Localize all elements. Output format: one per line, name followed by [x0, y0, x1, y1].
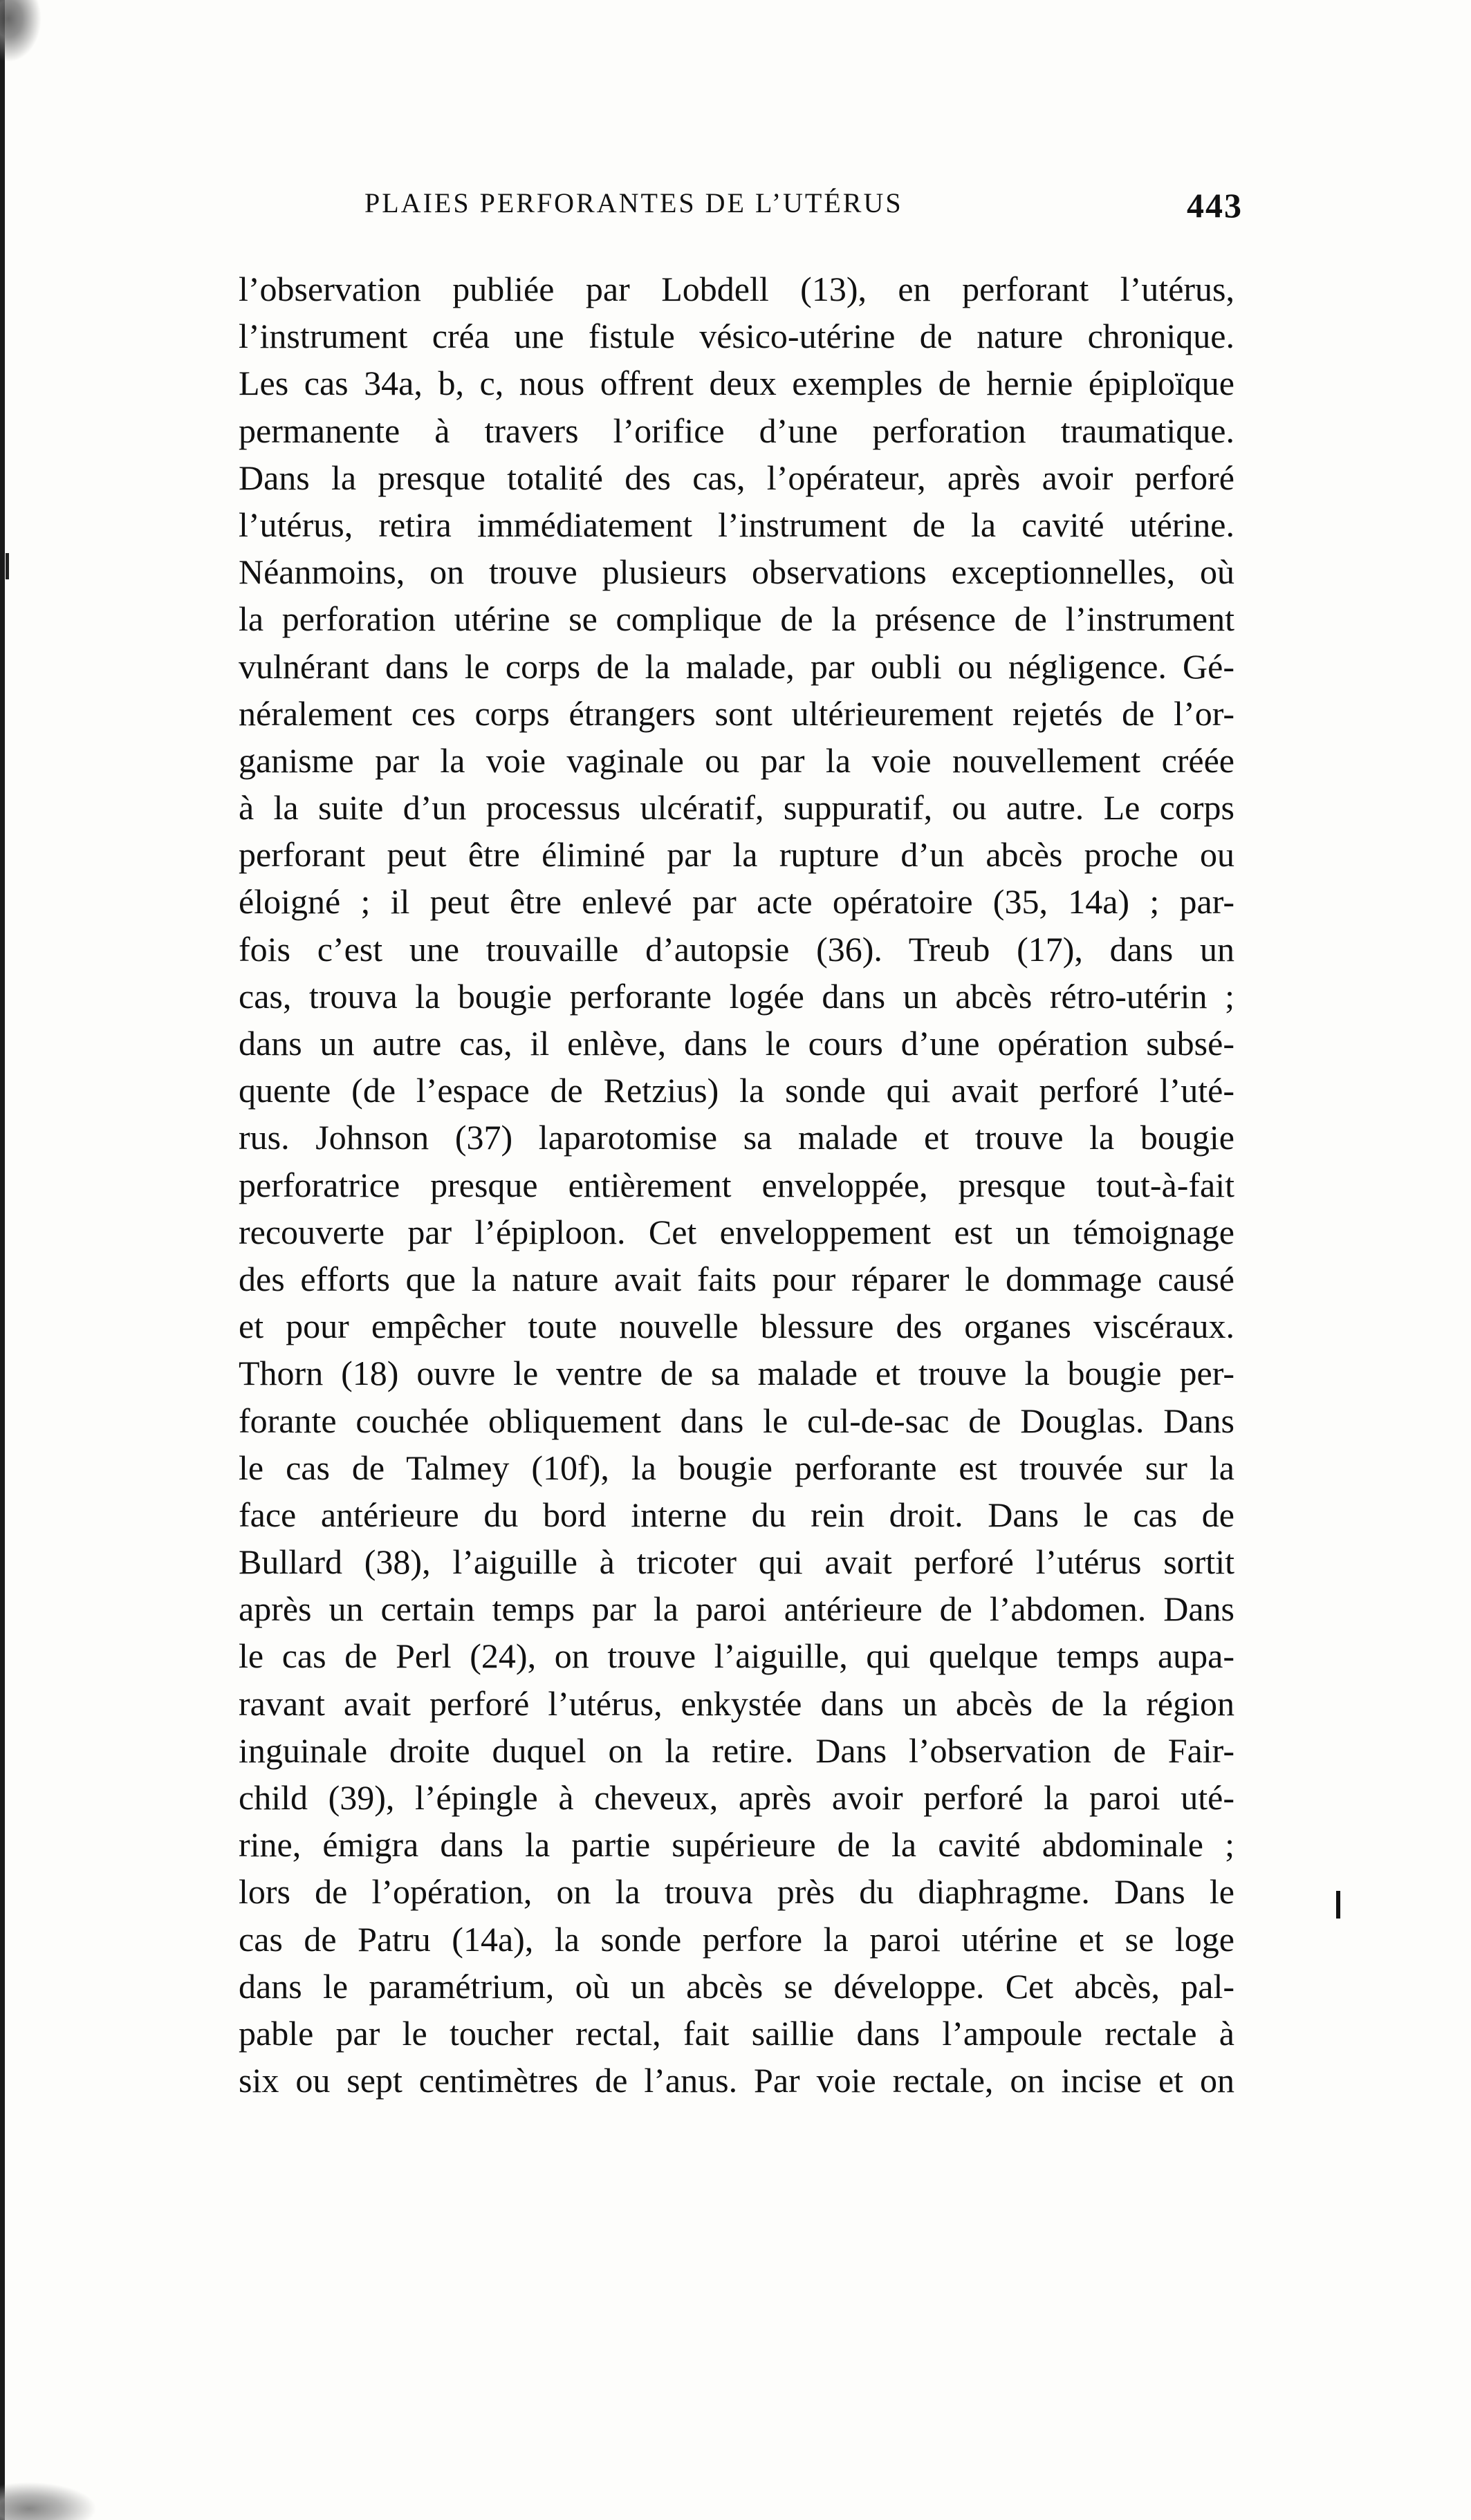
text-line: et pour empêcher toute nouvelle blessure des organes viscéraux.	[239, 1307, 1234, 1346]
text-line: forante couchée obliquement dans le cul-de-sac de Douglas. Dans	[239, 1401, 1234, 1440]
text-line: Bullard (38), l’aiguille à tricoter qui avait perforé l’utérus sortit	[239, 1542, 1234, 1582]
text-line: pable par le toucher rectal, fait saillie dans l’ampoule rectale à	[239, 2013, 1234, 2053]
text-line: six ou sept centimètres de l’anus. Par voie rectale, on incise et on	[239, 2061, 1234, 2100]
scan-artifact-top-left	[0, 0, 41, 62]
text-line: cas, trouva la bougie perforante logée dans un abcès rétro-utérin ;	[239, 976, 1234, 1016]
text-line: l’instrument créa une fistule vésico-utérine de nature chronique.	[239, 317, 1234, 356]
text-line: inguinale droite duquel on la retire. Dans l’observation de Fair-	[239, 1730, 1234, 1770]
text-line: fois c’est une trouvaille d’autopsie (36). Treub (17), dans un	[239, 929, 1234, 969]
text-line: néralement ces corps étrangers sont ultérieurement rejetés de l’or-	[239, 693, 1234, 733]
text-line: dans le paramétrium, où un abcès se développe. Cet abcès, pal-	[239, 1966, 1234, 2006]
text-line: éloigné ; il peut être enlevé par acte opératoire (35, 14a) ; par-	[239, 882, 1234, 922]
text-line: Les cas 34a, b, c, nous offrent deux exemples de hernie épiploïque	[239, 364, 1234, 403]
text-line: le cas de Perl (24), on trouve l’aiguille, qui quelque temps aupa-	[239, 1636, 1234, 1676]
text-line: dans un autre cas, il enlève, dans le cours d’une opération subsé-	[239, 1024, 1234, 1063]
body-text	[239, 265, 1234, 2104]
text-line: l’observation publiée par Lobdell (13), en perforant l’utérus,	[239, 270, 1234, 308]
text-line: quente (de l’espace de Retzius) la sonde qui avait perforé l’uté-	[239, 1071, 1234, 1110]
page-header	[239, 185, 1243, 227]
text-line: permanente à travers l’orifice d’une perforation traumatique.	[239, 411, 1234, 450]
scan-shadow-left-edge	[0, 0, 5, 2520]
text-line: l’utérus, retira immédiatement l’instrument de la cavité utérine.	[239, 505, 1234, 544]
running-title: PLAIES PERFORANTES DE L’UTÉRUS	[364, 187, 903, 218]
text-line: des efforts que la nature avait faits pour réparer le dommage causé	[239, 1259, 1234, 1298]
text-line: Thorn (18) ouvre le ventre de sa malade et trouve la bougie per-	[239, 1354, 1234, 1393]
text-line: Dans la presque totalité des cas, l’opérateur, après avoir perforé	[239, 458, 1234, 497]
text-line: la perforation utérine se complique de la présence de l’instrument	[239, 599, 1234, 639]
text-line: à la suite d’un processus ulcératif, suppuratif, ou autre. Le corps	[239, 788, 1234, 828]
text-line: cas de Patru (14a), la sonde perfore la paroi utérine et se loge	[239, 1919, 1234, 1959]
text-line: après un certain temps par la paroi antérieure de l’abdomen. Dans	[239, 1589, 1234, 1629]
text-line: recouverte par l’épiploon. Cet enveloppement est un témoignage	[239, 1212, 1234, 1251]
scan-mark-right	[1336, 1891, 1340, 1919]
scan-artifact-bottom-left	[0, 2482, 97, 2520]
scan-mark-left	[6, 553, 9, 579]
text-line: face antérieure du bord interne du rein droit. Dans le cas de	[239, 1495, 1234, 1534]
text-line: vulnérant dans le corps de la malade, par oubli ou négligence. Gé-	[239, 646, 1234, 686]
text-line: ravant avait perforé l’utérus, enkystée dans un abcès de la région	[239, 1683, 1234, 1723]
text-line: le cas de Talmey (10f), la bougie perforante est trouvée sur la	[239, 1448, 1234, 1487]
text-line: Néanmoins, on trouve plusieurs observations exceptionnelles, où	[239, 552, 1234, 592]
text-line: lors de l’opération, on la trouva près du diaphragme. Dans le	[239, 1872, 1234, 1912]
text-line: perforatrice presque entièrement enveloppée, presque tout-à-fait	[239, 1165, 1234, 1204]
text-line: perforant peut être éliminé par la rupture d’un abcès proche ou	[239, 835, 1234, 875]
text-line: ganisme par la voie vaginale ou par la voie nouvellement créée	[239, 740, 1234, 780]
text-line: rine, émigra dans la partie supérieure de la cavité abdominale ;	[239, 1825, 1234, 1865]
text-line: rus. Johnson (37) laparotomise sa malade et trouve la bougie	[239, 1118, 1234, 1157]
text-line: child (39), l’épingle à cheveux, après avoir perforé la paroi uté-	[239, 1778, 1234, 1817]
page-number: 443	[1187, 186, 1243, 225]
